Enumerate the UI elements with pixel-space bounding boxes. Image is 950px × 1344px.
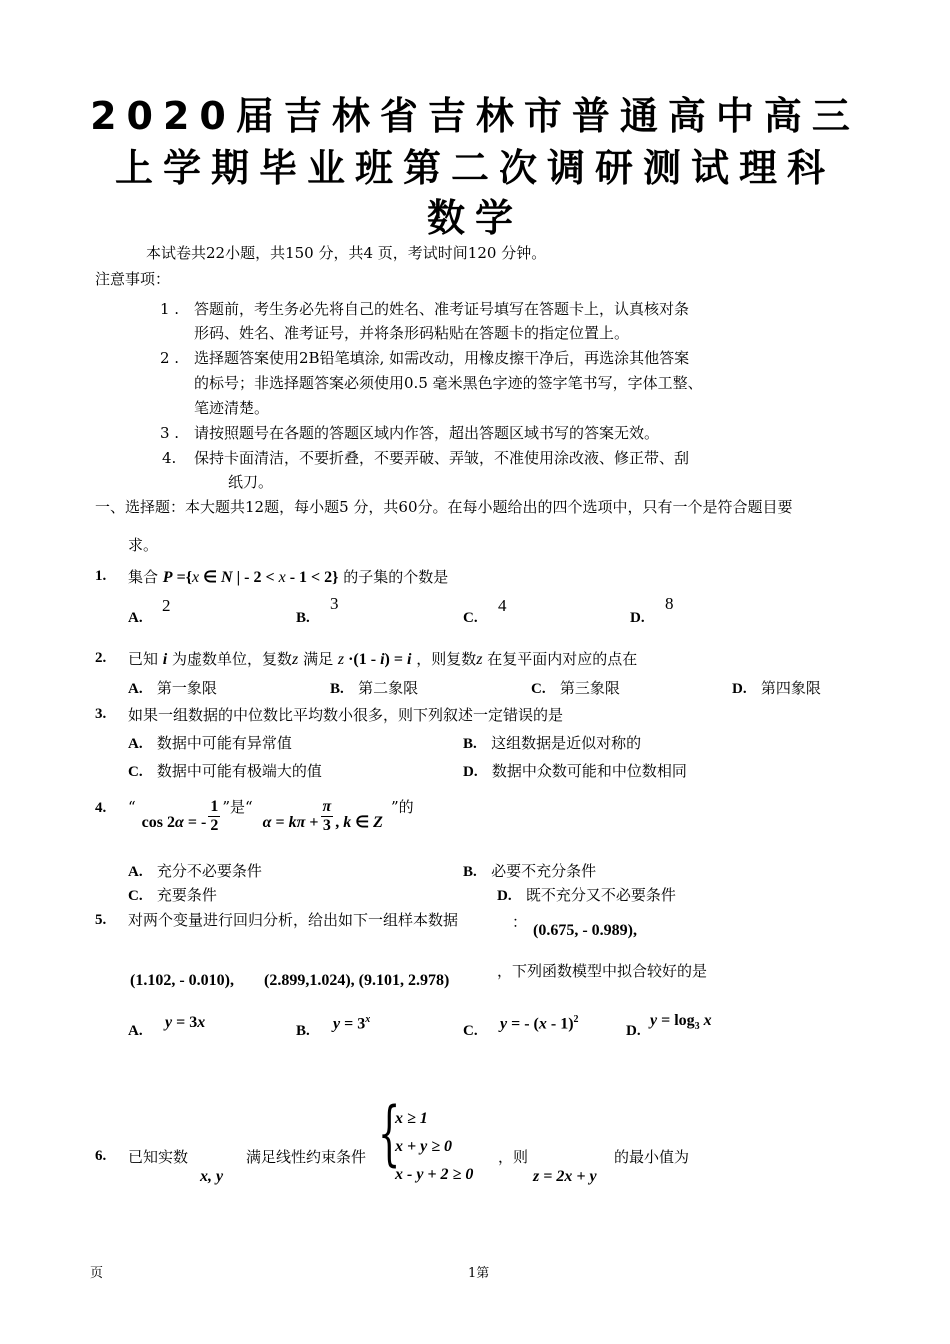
notice-heading: 注意事项： [95, 270, 171, 288]
q5-point-1: (0.675, - 0.989), [533, 922, 637, 939]
q1-set-expression: P ={x ∈ N | - 2 < x - 1 < 2} [162, 569, 339, 586]
constraint-brace: { [378, 1092, 401, 1174]
q1-option-b-label: B. [296, 610, 310, 626]
q6-number: 6. [95, 1148, 107, 1164]
q5-option-c-label: C. [463, 1023, 478, 1039]
q1-option-d-value: 8 [665, 594, 674, 613]
exam-intro: 本试卷共22小题，共150 分，共4 页，考试时间120 分钟。 [146, 244, 547, 262]
q1-number: 1. [95, 568, 107, 584]
q5-post: ，下列函数模型中拟合较好的是 [497, 962, 708, 980]
q4-stem: “ cos 2α = - $\frac{1}{2}$ ”是“ α = kπ + $\frac{\pi}{3}$ , k ∈ Z ”的 [128, 798, 414, 834]
footer-page-number: 1第 [468, 1266, 490, 1281]
q1-post: 的子集的个数是 [343, 568, 449, 586]
q4-option-d: D. 既不充分又不必要条件 [497, 886, 676, 904]
notice-item-2-line3: 笔迹清楚。 [194, 399, 270, 417]
q2-option-d: D. 第四象限 [732, 679, 821, 697]
q6-mid: 满足线性约束条件 [246, 1148, 367, 1166]
q1-option-b-value: 3 [330, 594, 339, 613]
q1-option-c-label: C. [463, 610, 478, 626]
q6-constraint-2: x + y ≥ 0 [395, 1138, 452, 1155]
q2-option-c: C. 第三象限 [531, 679, 620, 697]
section-1-heading-cont: 求。 [128, 536, 159, 554]
q5-option-a-label: A. [128, 1023, 143, 1039]
q5-number: 5. [95, 912, 107, 928]
q5-points-3-4: (2.899,1.024), (9.101, 2.978) [264, 972, 450, 989]
q3-option-b: B. 这组数据是近似对称的 [463, 734, 642, 752]
q6-mid2: ，则 [498, 1148, 529, 1166]
notice-item-2-num: 2 . [160, 349, 180, 367]
title-line-1: 2020届吉林省吉林市普通高中高三 [90, 94, 860, 138]
q2-stem: 已知 i 为虚数单位，复数z 满足 z ·(1 - i) = i ，则复数z 在复平面内对应的点在 [128, 650, 638, 668]
q6-pre: 已知实数 [128, 1148, 189, 1166]
q4-alpha-expression: α = kπ + [262, 814, 319, 831]
q1-option-d-label: D. [630, 610, 645, 626]
q3-option-c: C. 数据中可能有极端大的值 [128, 762, 322, 780]
q5-option-c-formula: y = - (x - 1)$^2$ [500, 1014, 579, 1033]
notice-item-1-num: 1 . [160, 300, 180, 318]
q6-constraint-1: x ≥ 1 [395, 1110, 428, 1127]
notice-item-3-num: 3 . [160, 424, 180, 442]
q4-option-c: C. 充要条件 [128, 886, 217, 904]
q3-number: 3. [95, 706, 107, 722]
title-line-2: 上学期毕业班第二次调研测试理科 [114, 146, 835, 190]
q6-objective: z = 2x + y [533, 1168, 597, 1185]
notice-item-2-line2: 的标号；非选择题答案必须使用0.5 毫米黑色字迹的签字笔书写，字体工整、 [194, 374, 703, 392]
q1-option-c-value: 4 [498, 596, 507, 615]
q2-number: 2. [95, 650, 107, 666]
q2-option-a: A. 第一象限 [128, 679, 217, 697]
q4-option-a: A. 充分不必要条件 [128, 862, 262, 880]
q5-colon: ： [512, 913, 528, 931]
notice-item-4-line1: 保持卡面清洁，不要折叠，不要弄破、弄皱，不准使用涂改液、修正带、刮 [194, 449, 690, 467]
q1-option-a-value: 2 [162, 596, 171, 615]
q5-option-d-label: D. [626, 1023, 641, 1039]
q5-option-d-formula: $y = \log_3 x$ [650, 1012, 712, 1033]
q1-stem [128, 566, 448, 589]
q4-option-b: B. 必要不充分条件 [463, 862, 597, 880]
q5-option-a-formula: y = 3x [165, 1014, 206, 1031]
q6-post: 的最小值为 [614, 1148, 690, 1166]
q5-stem: 对两个变量进行回归分析，给出如下一组样本数据 [128, 911, 459, 929]
footer-page-left: 页 [90, 1266, 104, 1281]
q4-cos-expression: cos 2α = - [141, 814, 207, 831]
q4-number: 4. [95, 800, 107, 816]
q2-option-b: B. 第二象限 [330, 679, 419, 697]
q5-point-2: (1.102, - 0.010), [130, 972, 234, 989]
q3-option-a: A. 数据中可能有异常值 [128, 734, 292, 752]
notice-item-3-line1: 请按照题号在各题的答题区域内作答，超出答题区域书写的答案无效。 [194, 424, 660, 442]
q3-option-d: D. 数据中众数可能和中位数相同 [463, 762, 687, 780]
q6-constraint-3: x - y + 2 ≥ 0 [395, 1166, 474, 1183]
q5-option-b-label: B. [296, 1023, 310, 1039]
notice-item-2-line1: 选择题答案使用2B铅笔填涂, 如需改动，用橡皮擦干净后，再选涂其他答案 [194, 349, 690, 367]
q4-fraction-pi-third: $\frac{\pi}{3}$ [322, 798, 332, 834]
section-1-heading: 一、选择题：本大题共12题，每小题5 分，共60分。在每小题给出的四个选项中，只有一个是符合题目要 [95, 498, 793, 516]
notice-item-1-line1: 答题前，考生务必先将自己的姓名、准考证号填写在答题卡上，认真核对条 [194, 300, 690, 318]
q5-option-b-formula: $y = 3^x$ [333, 1014, 371, 1033]
q6-variables: x, y [200, 1168, 224, 1185]
notice-item-1-line2: 形码、姓名、准考证号，并将条形码粘贴在答题卡的指定位置上。 [194, 324, 630, 342]
q1-option-a-label: A. [128, 610, 143, 626]
notice-item-4-num: 4. [162, 449, 177, 467]
q4-fraction-half: $\frac{1}{2}$ [210, 798, 219, 834]
q3-stem: 如果一组数据的中位数比平均数小很多，则下列叙述一定错误的是 [128, 706, 564, 724]
title-line-3: 数学 [426, 196, 523, 240]
q1-pre: 集合 [128, 568, 159, 586]
notice-item-4-line2: 纸刀。 [228, 473, 274, 491]
